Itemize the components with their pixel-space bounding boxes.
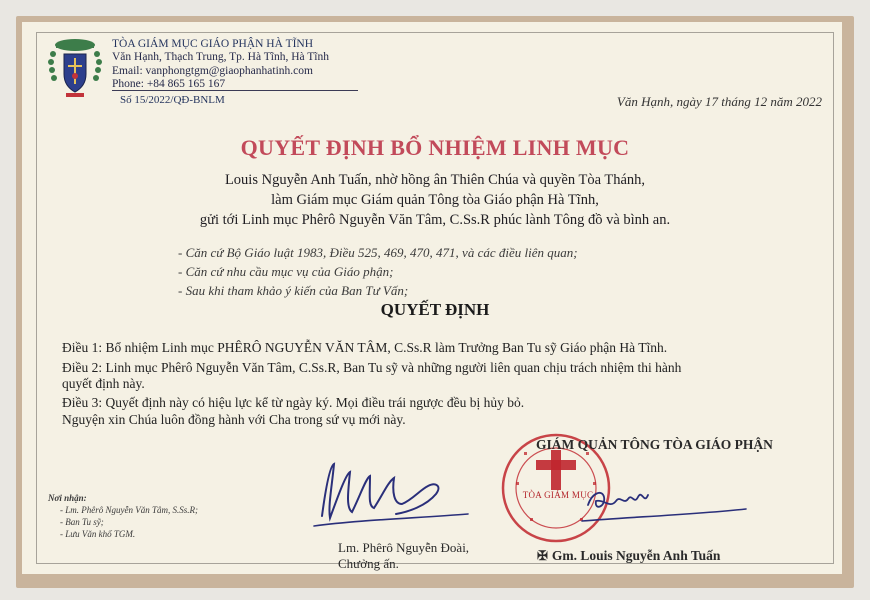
- chancellor-block: [338, 540, 469, 572]
- signatory-title: GIÁM QUẢN TÔNG TÒA GIÁO PHẬN: [536, 437, 773, 452]
- decision-heading: QUYẾT ĐỊNH: [380, 300, 490, 319]
- recipient-item: - Lm. Phêrô Nguyễn Văn Tâm, S.Ss.R;: [60, 504, 198, 516]
- header-rule: [112, 90, 358, 91]
- article-2: Điều 2: Linh mục Phêrô Nguyễn Văn Tâm, C.Ss.R, Ban Tu sỹ và những người liên quan chịu trách nhiệm thi hành: [62, 360, 682, 375]
- bishop-name: Gm. Louis Nguyễn Anh Tuấn: [551, 548, 721, 563]
- seal-center-text: TÒA GIÁM MỤC: [522, 490, 594, 500]
- organization-name: TÒA GIÁM MỤC GIÁO PHẬN HÀ TĨNH: [112, 38, 314, 50]
- chancellor-name: Lm. Phêrô Nguyễn Đoài,: [338, 540, 470, 555]
- coat-of-arms-icon: [44, 36, 106, 102]
- recipients: [48, 492, 198, 540]
- recipient-item: - Lưu Văn khố TGM.: [60, 528, 198, 540]
- date-line: Văn Hạnh, ngày 17 tháng 12 năm 2022: [616, 94, 822, 109]
- article-2-cont: quyết định này.: [62, 376, 145, 391]
- recipient-item: - Ban Tu sỹ;: [60, 516, 198, 528]
- basis-line-3: - Sau khi tham khảo ý kiến của Ban Tư Vấn;: [178, 283, 409, 298]
- recipients-label: Nơi nhận:: [48, 493, 87, 503]
- chancellor-signature: [308, 456, 478, 536]
- intro-line-1: Louis Nguyễn Anh Tuấn, nhờ hồng ân Thiên Chúa và quyền Tòa Thánh,: [224, 172, 646, 188]
- reference-number: Số 15/2022/QĐ-BNLM: [120, 94, 225, 106]
- bishop-block: [537, 548, 720, 564]
- document-title: QUYẾT ĐỊNH BỔ NHIỆM LINH MỤC: [240, 135, 630, 160]
- closing-wish: Nguyện xin Chúa luôn đồng hành với Cha trong sứ vụ mới này.: [62, 412, 406, 427]
- article-1: Điều 1: Bổ nhiệm Linh mục PHÊRÔ NGUYỄN VĂN TÂM, C.Ss.R làm Trưởng Ban Tu sỹ Giáo phận Hà Tĩnh.: [62, 340, 668, 355]
- chancellor-role: Chưởng ấn.: [338, 556, 399, 571]
- basis-line-2: - Căn cứ nhu cầu mục vụ của Giáo phận;: [178, 264, 394, 279]
- phone: Phone: +84 865 165 167: [112, 78, 226, 91]
- intro-line-2: làm Giám mục Giám quản Tông tòa Giáo phận Hà Tĩnh,: [271, 192, 599, 208]
- email: Email: vanphongtgm@giaophanhatinh.com: [112, 64, 313, 77]
- basis-line-1: - Căn cứ Bộ Giáo luật 1983, Điều 525, 469, 470, 471, và các điều liên quan;: [178, 245, 578, 260]
- cross-icon: ✠: [537, 548, 548, 563]
- article-3: Điều 3: Quyết định này có hiệu lực kể từ ngày ký. Mọi điều trái ngược đều bị hủy bỏ.: [62, 395, 525, 410]
- address: Văn Hạnh, Thạch Trung, Tp. Hà Tĩnh, Hà Tĩnh: [112, 51, 329, 64]
- bishop-signature: [580, 475, 750, 535]
- letterhead: [112, 38, 329, 92]
- intro-line-3: gửi tới Linh mục Phêrô Nguyễn Văn Tâm, C.Ss.R phúc lành Tông đồ và bình an.: [199, 212, 671, 228]
